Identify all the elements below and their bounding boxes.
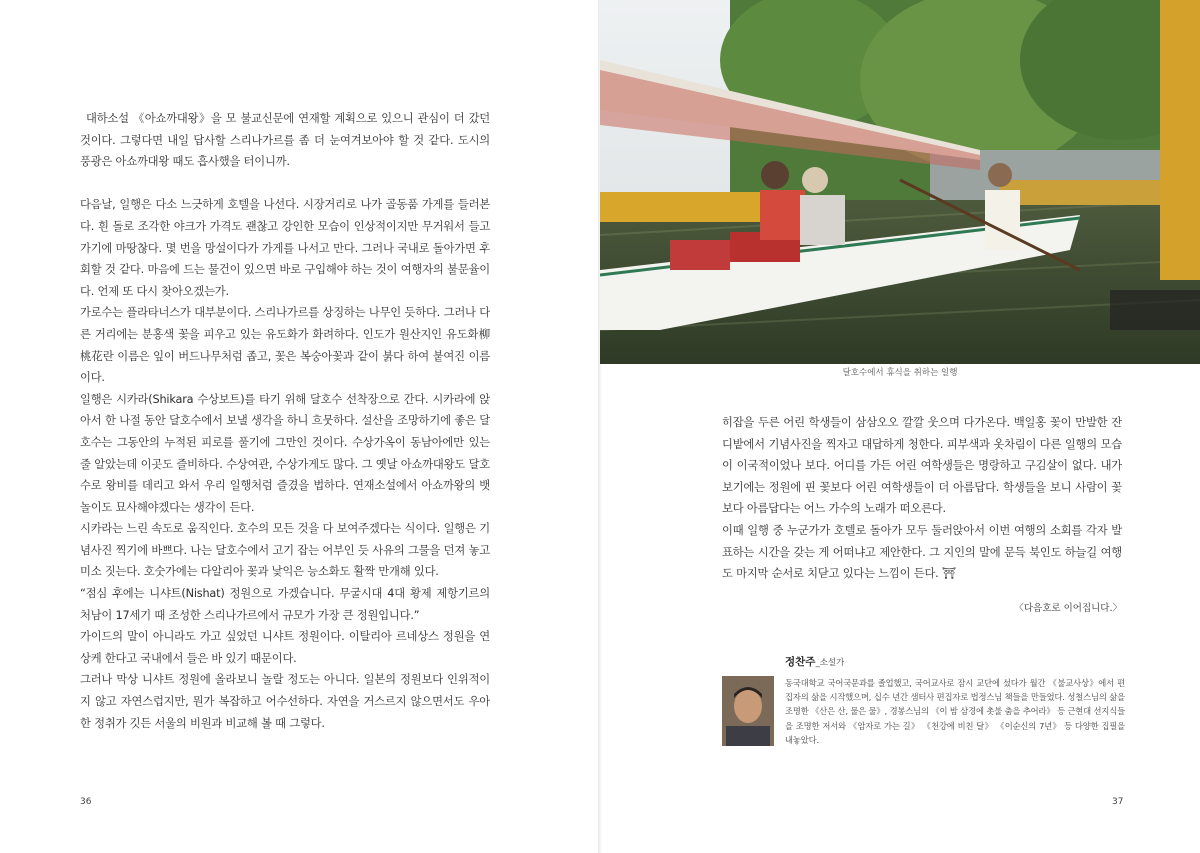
photo-caption: 달호수에서 휴식을 취하는 일행 <box>842 368 958 378</box>
paragraph <box>722 520 1122 585</box>
right-page <box>600 0 1200 853</box>
left-body-text <box>80 108 490 734</box>
author-portrait <box>722 676 774 746</box>
paragraph: “점심 후에는 니샤트(Nishat) 정원으로 가겠습니다. 무굴시대 4대 황제 제항기르의 처남이 17세기 때 조성한 스리나가르에서 규모가 가장 큰 정원입니다.” <box>80 587 490 622</box>
photo-illustration <box>600 0 1200 364</box>
right-body-text <box>722 412 1122 585</box>
author-name <box>785 654 844 669</box>
lake-boat-photo <box>600 0 1200 364</box>
paragraph: 대하소설 《아쇼까대왕》을 모 불교신문에 연재할 계획으로 있으니 관심이 더 갔던 것이다. 그렇다면 내일 답사할 스리나가르를 좀 더 눈여겨보아야 할 것 같다. 도시의 풍광은 아쇼까대왕 때도 흡사했을 터이니까. <box>80 112 490 169</box>
author-role: _소설가 <box>815 658 845 668</box>
paragraph: 그러나 막상 니샤트 정원에 올라보니 놀랄 정도는 아니다. 일본의 정원보다 인위적이지 않고 자연스럽지만, 뭔가 복잡하고 어수선하다. 자연을 거스르지 않으면서도 우아한 정취가 깃든 서울의 비원과 비교해 볼 때 그렇다. <box>80 673 490 730</box>
page-number-left: 36 <box>80 797 92 807</box>
paragraph: 시카라는 느린 속도로 움직인다. 호수의 모든 것을 다 보여주겠다는 식이다. 일행은 기념사진 찍기에 바쁘다. 나는 달호수에서 고기 잡는 어부인 듯 사유의 그물을 던져 놓고 미소 짓는다. 호숫가에는 다알리아 꽃과 낯익은 능소화도 활짝 만개해 있다. <box>80 522 490 579</box>
paragraph: 일행은 시카라(Shikara 수상보트)를 타기 위해 달호수 선착장으로 간다. 시카라에 앉아서 한 나절 동안 달호수에서 보낼 생각을 하니 흐뭇하다. 설산을 조망하기에 좋은 달호수는 그동안의 누적된 피로를 풀기에 그만인 것이다. 수상가옥이 동남아에만 있는 줄 알았는데 이곳도 즐비하다. 수상여관, 수상가게도 많다. 그 옛날 아쇼까대왕도 달호수로 왕비를 데리고 와서 우리 일행처럼 즐겼을 법하다. 연재소설에서 아쇼까왕의 뱃놀이도 묘사해야겠다는 생각이 든다. <box>80 392 490 514</box>
continued-note: 〈다음호로 이어집니다.〉 <box>1014 603 1122 614</box>
end-mark-icon: ⛩ <box>941 567 957 581</box>
page-number-right: 37 <box>1112 797 1124 807</box>
paragraph: 가이드의 말이 아니라도 가고 싶었던 니샤트 정원이다. 이탈리아 르네상스 정원을 연상케 한다고 국내에서 들은 바 있기 때문이다. <box>80 630 490 665</box>
paragraph: 히잡을 두른 어린 학생들이 삼삼오오 깔깔 웃으며 다가온다. 백일홍 꽃이 만발한 잔디밭에서 기념사진을 찍자고 대답하게 청한다. 피부색과 옷차림이 다른 일행의 모습이 이국적이었나 보다. 어디를 가든 어린 여학생들은 명랑하고 구김살이 없다. 내가 보기에는 정원에 핀 꽃보다 어린 여학생들이 더 아름답다. 학생들을 보니 사람이 꽃보다 아름답다는 어느 가수의 노래가 떠오른다. <box>722 416 1122 516</box>
paragraph: 다음날, 일행은 다소 느긋하게 호텔을 나선다. 시장거리로 나가 골동품 가게를 들러본다. 흰 돌로 조각한 야크가 가격도 괜찮고 강인한 모습이 인상적이지만 무거워서 들고 가기에 마땅찮다. 몇 번을 망설이다가 가게를 나서고 만다. 그러나 국내로 돌아가면 후회할 것 같다. 마음에 드는 물건이 있으면 바로 구입해야 하는 것이 여행자의 불문율이다. 언제 또 다시 찾아오겠는가. <box>80 198 490 298</box>
author-bio: 동국대학교 국어국문과를 졸업했고, 국어교사로 잠시 교단에 섰다가 월간 《불교사상》에서 편집자의 삶을 시작했으며, 십수 년간 샘터사 편집자로 법정스님 책들을 만들었다. 성철스님의 삶을 조명한 《산은 산, 물은 물》, 경봉스님의 《이 밤 삼경에 촛불 춤을 추어라》 등 근현대 선지식들을 조명한 저서와 《암자로 가는 길》 《천강에 비친 달》 《이순신의 7년》 등 다양한 집필을 내놓았다. <box>785 678 1125 745</box>
paragraph-text: 이때 일행 중 누군가가 호텔로 돌아가 모두 둘러앉아서 이번 여행의 소회를 각자 발표하는 시간을 갖는 게 어떠냐고 제안한다. 그 지인의 말에 문득 북인도 하늘길 여행도 마지막 순서로 치닫고 있다는 느낌이 든다. <box>722 523 1122 581</box>
author-name-text: 정찬주 <box>785 656 816 668</box>
author-photo <box>722 676 774 746</box>
paragraph: 가로수는 플라타너스가 대부분이다. 스리나가르를 상징하는 나무인 듯하다. 그러나 다른 거리에는 분홍색 꽃을 피우고 있는 유도화가 화려하다. 인도가 원산지인 유도화柳桃花란 이름은 잎이 버드나무처럼 좁고, 꽃은 복숭아꽃과 같이 붉다 하여 붙여진 이름이다. <box>80 306 490 385</box>
